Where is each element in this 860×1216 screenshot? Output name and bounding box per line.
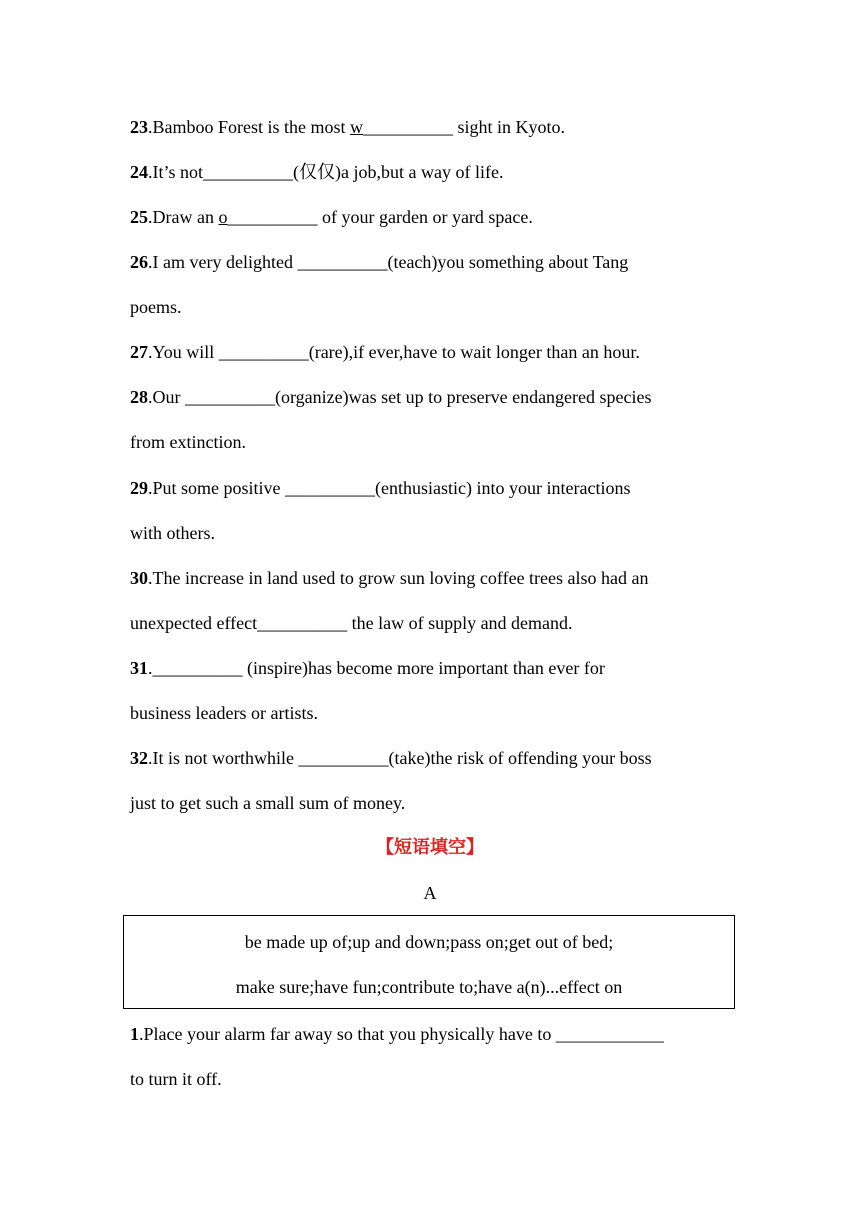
question-32 bbox=[130, 746, 740, 770]
answer-blank[interactable]: __________ bbox=[185, 387, 275, 407]
question-number: 25 bbox=[130, 207, 148, 227]
question-text: .I am very delighted bbox=[148, 252, 298, 272]
answer-blank[interactable]: __________ bbox=[297, 252, 388, 272]
question-text-end: (rare),if ever,have to wait longer than an hour. bbox=[308, 342, 640, 362]
hint-letter: w bbox=[350, 117, 363, 137]
question-31 bbox=[130, 656, 740, 680]
question-number: 23 bbox=[130, 117, 148, 137]
question-text-end: (teach)you something about Tang bbox=[387, 252, 629, 272]
question-28-continuation: from extinction. bbox=[130, 432, 246, 452]
question-number: 26 bbox=[130, 252, 148, 272]
question-text: .It’s not bbox=[148, 162, 204, 182]
question-text: .Put some positive bbox=[148, 478, 286, 498]
question-number: 28 bbox=[130, 387, 148, 407]
question-number: 1 bbox=[130, 1024, 139, 1044]
question-24 bbox=[130, 160, 740, 184]
question-text: .Bamboo Forest is the most bbox=[148, 117, 350, 137]
section-subtitle: A bbox=[423, 883, 437, 903]
answer-blank[interactable]: __________ bbox=[298, 748, 389, 768]
question-text-end: (inspire)has become more important than ever for bbox=[242, 658, 605, 678]
question-31-continuation: business leaders or artists. bbox=[130, 703, 318, 723]
answer-blank[interactable]: __________ bbox=[285, 478, 376, 498]
question-30 bbox=[130, 566, 740, 590]
question-number: 29 bbox=[130, 478, 148, 498]
question-text: .Place your alarm far away so that you physically have to bbox=[139, 1024, 556, 1044]
question-text: .Our bbox=[148, 387, 185, 407]
question-number: 27 bbox=[130, 342, 148, 362]
question-1-continuation: to turn it off. bbox=[130, 1069, 222, 1089]
question-text: . bbox=[148, 658, 153, 678]
question-28 bbox=[130, 385, 740, 409]
question-text: .You will bbox=[148, 342, 219, 362]
question-text: .Draw an bbox=[148, 207, 219, 227]
question-text-end: (take)the risk of offending your boss bbox=[388, 748, 652, 768]
question-text-end: (organize)was set up to preserve endangered species bbox=[275, 387, 652, 407]
question-29-continuation: with others. bbox=[130, 523, 215, 543]
question-number: 31 bbox=[130, 658, 148, 678]
question-25 bbox=[130, 205, 740, 229]
question-27 bbox=[130, 340, 740, 364]
question-number: 24 bbox=[130, 162, 148, 182]
answer-blank[interactable]: __________ bbox=[218, 342, 309, 362]
question-23 bbox=[130, 115, 740, 139]
question-29 bbox=[130, 476, 740, 500]
section-title: 【短语填空】 bbox=[376, 837, 484, 858]
phrase-bank-line-2: make sure;have fun;contribute to;have a(n)...effect on bbox=[235, 977, 623, 997]
answer-blank[interactable]: ____________ bbox=[555, 1024, 664, 1044]
answer-blank[interactable]: __________ bbox=[203, 162, 294, 182]
question-32-continuation: just to get such a small sum of money. bbox=[130, 793, 406, 813]
question-26 bbox=[130, 250, 740, 274]
phrase-bank-line-1: be made up of;up and down;pass on;get out of bed; bbox=[244, 932, 614, 952]
question-text-end: sight in Kyoto. bbox=[453, 117, 566, 137]
answer-blank[interactable]: __________ bbox=[227, 207, 318, 227]
question-number: 32 bbox=[130, 748, 148, 768]
answer-blank[interactable]: __________ bbox=[363, 117, 453, 137]
answer-blank[interactable]: __________ bbox=[152, 658, 243, 678]
question-text: .The increase in land used to grow sun loving coffee trees also had an bbox=[148, 568, 649, 588]
question-number: 30 bbox=[130, 568, 148, 588]
question-1 bbox=[130, 1022, 740, 1046]
phrase-bank-box bbox=[123, 915, 735, 1009]
hint-letter: o bbox=[218, 207, 228, 227]
question-text-end: (enthusiastic) into your interactions bbox=[375, 478, 631, 498]
question-30-continuation: unexpected effect__________ the law of supply and demand. bbox=[130, 613, 573, 633]
question-text-end: of your garden or yard space. bbox=[317, 207, 533, 227]
question-text: .It is not worthwhile bbox=[148, 748, 299, 768]
question-26-continuation: poems. bbox=[130, 297, 182, 317]
question-text-end: (仅仅)a job,but a way of life. bbox=[293, 162, 504, 182]
